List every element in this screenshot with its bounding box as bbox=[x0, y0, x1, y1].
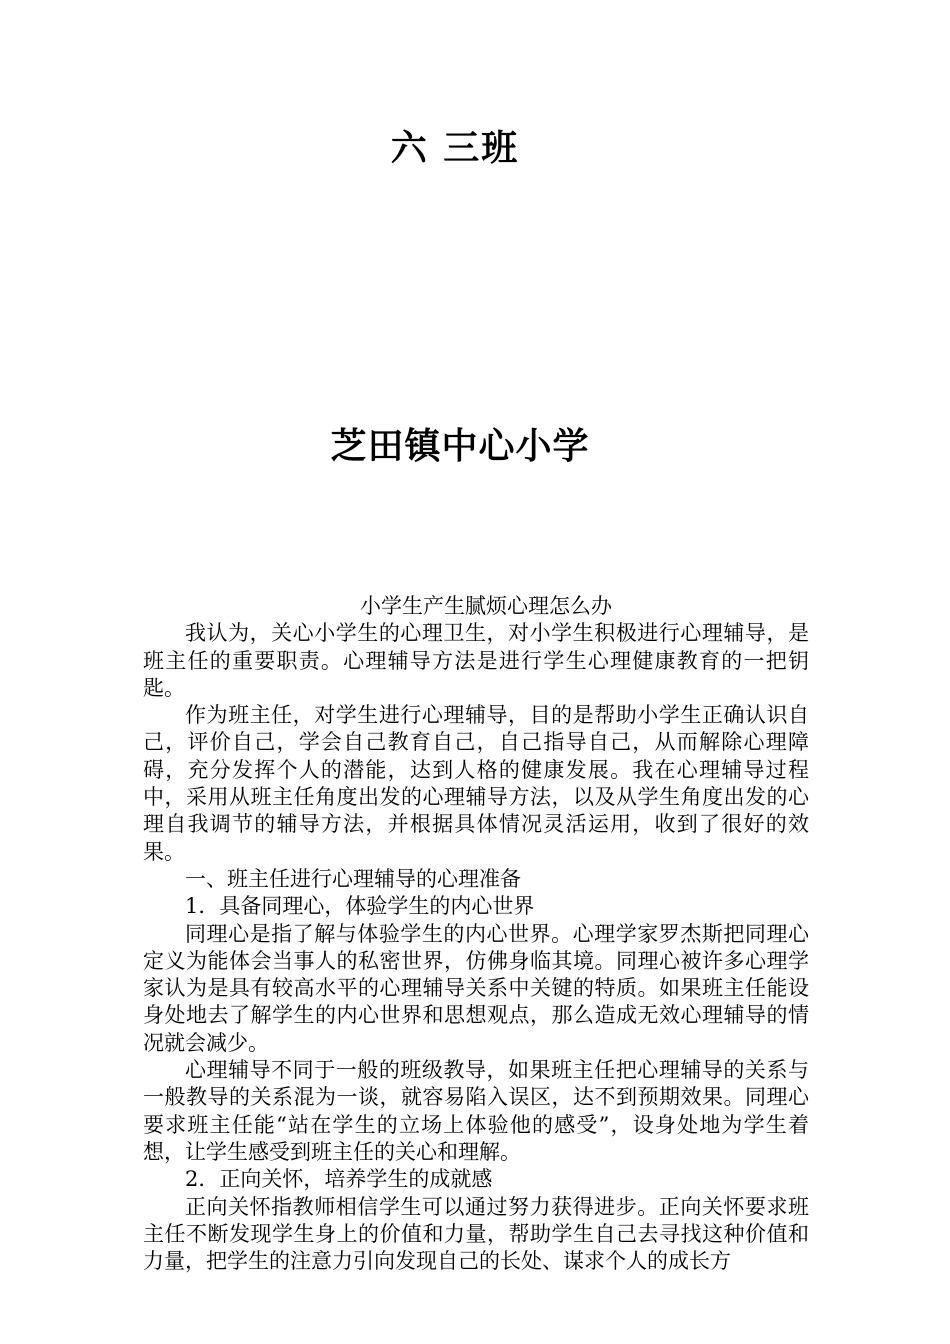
subsection-heading: 2．正向关怀，培养学生的成就感 bbox=[185, 1167, 493, 1192]
article-title: 小学生产生腻烦心理怎么办 bbox=[360, 594, 612, 618]
school-name-heading: 芝田镇中心小学 bbox=[330, 426, 590, 467]
paragraph: 同理心是指了解与体验学生的内心世界。心理学家罗杰斯把同理心定义为能体会当事人的私密世界，仿佛身临其境。同理心被许多心理学家认为是具有较高水平的心理辅导关系中关键的特质。如果班主任能设身处地去了解学生的内心世界和思想观点，那么造成无效心理辅导的情况就会减少。 bbox=[143, 921, 809, 1055]
class-name-heading: 六 三班 bbox=[390, 128, 520, 169]
paragraph: 作为班主任，对学生进行心理辅导，目的是帮助小学生正确认识自己，评价自己，学会自己教育自己，自己指导自己，从而解除心理障碍，充分发挥个人的潜能，达到人格的健康发展。我在心理辅导过程中，采用从班主任角度出发的心理辅导方法，以及从学生角度出发的心理自我调节的辅导方法，并根据具体情况灵活运用，收到了很好的效果。 bbox=[143, 703, 809, 864]
paragraph: 心理辅导不同于一般的班级教导，如果班主任把心理辅导的关系与一般教导的关系混为一谈，就容易陷入误区，达不到预期效果。同理心要求班主任能“站在学生的立场上体验他的感受”，设身处地为学生着想，让学生感受到班主任的关心和理解。 bbox=[143, 1058, 809, 1164]
paragraph: 正向关怀指教师相信学生可以通过努力获得进步。正向关怀要求班主任不断发现学生身上的价值和力量，帮助学生自己去寻找这种价值和力量，把学生的注意力引向发现自己的长处、谋求个人的成长方 bbox=[143, 1194, 809, 1274]
section-heading: 一、班主任进行心理辅导的心理准备 bbox=[185, 866, 521, 891]
article-body bbox=[143, 593, 809, 1275]
subsection-heading: 1．具备同理心，体验学生的内心世界 bbox=[185, 894, 535, 919]
paragraph: 我认为，关心小学生的心理卫生，对小学生积极进行心理辅导，是班主任的重要职责。心理辅导方法是进行学生心理健康教育的一把钥匙。 bbox=[143, 621, 809, 700]
